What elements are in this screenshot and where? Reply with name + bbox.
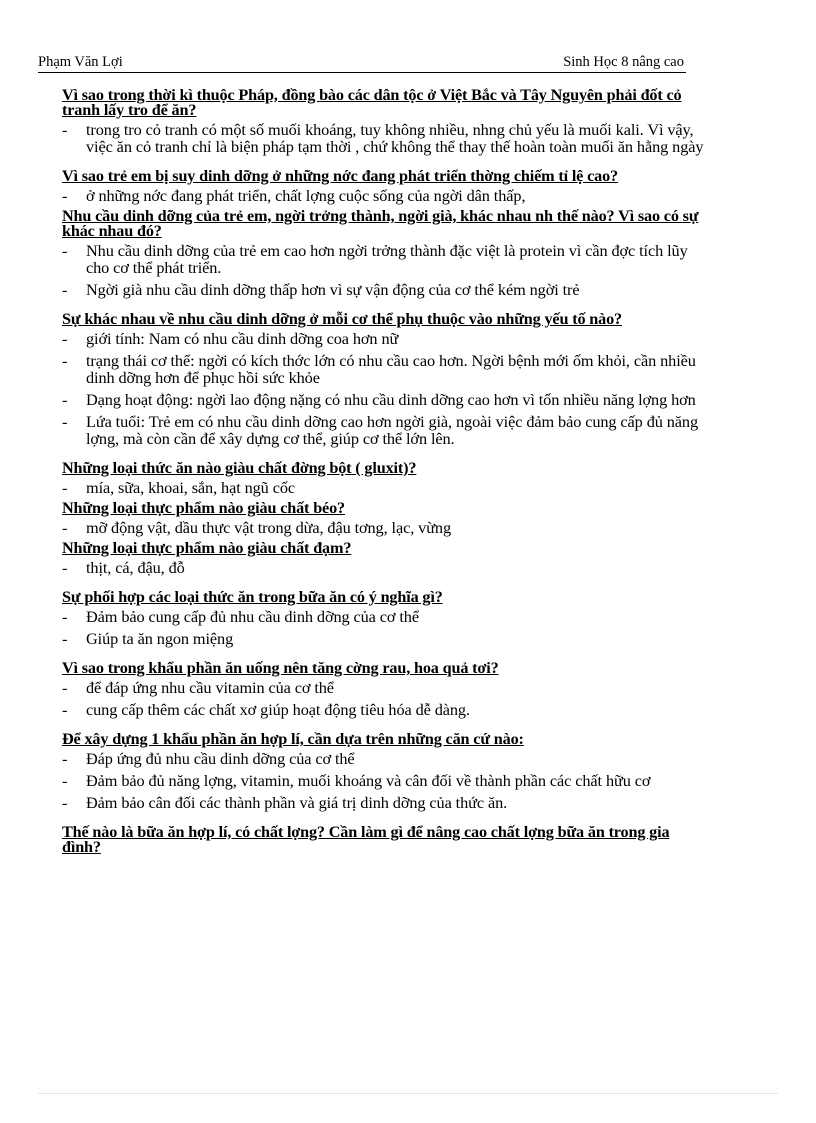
bullet-dash: - [62, 558, 68, 577]
answer-item [62, 413, 712, 447]
answer-item [62, 121, 712, 155]
qa-section [62, 541, 712, 576]
answer-text: mỡ động vật, dầu thực vật trong dừa, đậu tơng, lạc, vừng [86, 518, 451, 537]
qa-section [62, 661, 712, 718]
page-header [38, 52, 686, 73]
answer-list [62, 330, 712, 447]
answer-text: Dạng hoạt động: ngời lao động nặng có nhu cầu dinh dỡng cao hơn vì tốn nhiều năng lợng hơn [86, 390, 696, 409]
answer-text: để đáp ứng nhu cầu vitamin của cơ thể [86, 678, 334, 697]
header-subject: Sinh Học 8 nâng cao [563, 54, 684, 70]
answer-text: Lứa tuổi: Trẻ em có nhu cầu dinh dỡng cao hơn ngời già, ngoài việc đảm bảo cung cấp đủ năng lợng, mà còn cần để xây dựng cơ thể, giúp cơ thể lớn lên. [86, 412, 698, 448]
bullet-dash: - [62, 518, 68, 537]
answer-item [62, 391, 712, 408]
bullet-dash: - [62, 771, 68, 790]
answer-list [62, 121, 712, 155]
bullet-dash: - [62, 120, 68, 139]
page-bottom-divider [38, 1093, 778, 1094]
qa-section [62, 732, 712, 811]
answer-text: ở những nớc đang phát triển, chất lợng cuộc sống của ngời dân thấp, [86, 186, 526, 205]
question-heading: Sự phối hợp các loại thức ăn trong bữa ăn có ý nghĩa gì? [62, 588, 443, 606]
bullet-dash: - [62, 412, 68, 431]
answer-item [62, 519, 712, 536]
answer-item [62, 679, 712, 696]
answer-list [62, 479, 712, 496]
document-body [62, 88, 712, 869]
answer-text: trạng thái cơ thể: ngời có kích thớc lớn có nhu cầu cao hơn. Ngời bệnh mới ốm khỏi, cần nhiều dinh dỡng hơn để phục hồi sức khỏe [86, 351, 696, 387]
answer-item [62, 559, 712, 576]
question-heading: Những loại thực phẩm nào giàu chất béo? [62, 499, 345, 517]
answer-item [62, 187, 712, 204]
qa-section [62, 590, 712, 647]
qa-section [62, 825, 712, 855]
bullet-dash: - [62, 241, 68, 260]
answer-list [62, 750, 712, 811]
bullet-dash: - [62, 607, 68, 626]
qa-section [62, 461, 712, 496]
answer-item [62, 608, 712, 625]
qa-section [62, 88, 712, 155]
question-heading: Để xây dựng 1 khẩu phần ăn hợp lí, cần dựa trên những căn cứ nào: [62, 730, 524, 748]
answer-text: trong tro cỏ tranh có một số muối khoáng, tuy không nhiều, nhng chủ yếu là muối kali. Vì vậy, việc ăn cỏ tranh chỉ là biện pháp tạm thời , chứ không thể thay thế hoàn toàn muối ăn hằng ngày [86, 120, 704, 156]
bullet-dash: - [62, 700, 68, 719]
question-heading: Vì sao trong thời kì thuộc Pháp, đồng bào các dân tộc ở Việt Bắc và Tây Nguyên phải đốt cỏ tranh lấy tro để ăn? [62, 86, 682, 119]
bullet-dash: - [62, 186, 68, 205]
answer-item [62, 772, 712, 789]
answer-item [62, 701, 712, 718]
answer-item [62, 242, 712, 276]
question-heading: Thế nào là bữa ăn hợp lí, có chất lợng? Cần làm gì để nâng cao chất lợng bữa ăn trong gia đình? [62, 823, 670, 856]
answer-text: thịt, cá, đậu, đỗ [86, 558, 185, 577]
answer-item [62, 330, 712, 347]
answer-list [62, 242, 712, 298]
answer-text: Đảm bảo cung cấp đủ nhu cầu dinh dỡng của cơ thể [86, 607, 419, 626]
bullet-dash: - [62, 478, 68, 497]
answer-list [62, 519, 712, 536]
answer-text: Ngời già nhu cầu dinh dỡng thấp hơn vì sự vận động của cơ thể kém ngời trẻ [86, 280, 580, 299]
answer-item [62, 750, 712, 767]
answer-item [62, 352, 712, 386]
answer-text: giới tính: Nam có nhu cầu dinh dỡng coa hơn nữ [86, 329, 399, 348]
answer-text: Đảm bảo đủ năng lợng, vitamin, muối khoáng và cân đối về thành phần các chất hữu cơ [86, 771, 651, 790]
bullet-dash: - [62, 793, 68, 812]
question-heading: Những loại thực phẩm nào giàu chất đạm? [62, 539, 352, 557]
answer-list [62, 559, 712, 576]
answer-item [62, 630, 712, 647]
answer-item [62, 794, 712, 811]
answer-text: Đảm bảo cân đối các thành phần và giá trị dinh dỡng của thức ăn. [86, 793, 508, 812]
question-heading: Sự khác nhau về nhu cầu dinh dỡng ở mỗi cơ thể phụ thuộc vào những yếu tố nào? [62, 310, 622, 328]
bullet-dash: - [62, 390, 68, 409]
bullet-dash: - [62, 351, 68, 370]
question-heading: Nhu cầu dinh dỡng của trẻ em, ngời trởng thành, ngời già, khác nhau nh thế nào? Vì sao có sự khác nhau đó? [62, 207, 699, 240]
bullet-dash: - [62, 329, 68, 348]
bullet-dash: - [62, 280, 68, 299]
bullet-dash: - [62, 629, 68, 648]
bullet-dash: - [62, 749, 68, 768]
answer-text: Đáp ứng đủ nhu cầu dinh dỡng của cơ thể [86, 749, 355, 768]
answer-text: Nhu cầu dinh dỡng của trẻ em cao hơn ngời trởng thành đặc việt là protein vì cần đợc tích lũy cho cơ thể phát triển. [86, 241, 688, 277]
question-heading: Vì sao trong khẩu phần ăn uống nên tăng cờng rau, hoa quả tơi? [62, 659, 499, 677]
bullet-dash: - [62, 678, 68, 697]
answer-list [62, 187, 712, 204]
answer-list [62, 608, 712, 647]
header-author: Phạm Văn Lợi [38, 54, 123, 70]
qa-section [62, 209, 712, 298]
question-heading: Vì sao trẻ em bị suy dinh dỡng ở những nớc đang phát triển thờng chiếm tỉ lệ cao? [62, 167, 618, 185]
question-heading: Những loại thức ăn nào giàu chất đờng bột ( gluxit)? [62, 459, 417, 477]
qa-section [62, 312, 712, 447]
answer-item [62, 281, 712, 298]
qa-section [62, 501, 712, 536]
answer-text: cung cấp thêm các chất xơ giúp hoạt động tiêu hóa dễ dàng. [86, 700, 470, 719]
qa-section [62, 169, 712, 204]
answer-text: mía, sữa, khoai, sắn, hạt ngũ cốc [86, 478, 295, 497]
answer-item [62, 479, 712, 496]
answer-list [62, 679, 712, 718]
answer-text: Giúp ta ăn ngon miệng [86, 629, 234, 648]
